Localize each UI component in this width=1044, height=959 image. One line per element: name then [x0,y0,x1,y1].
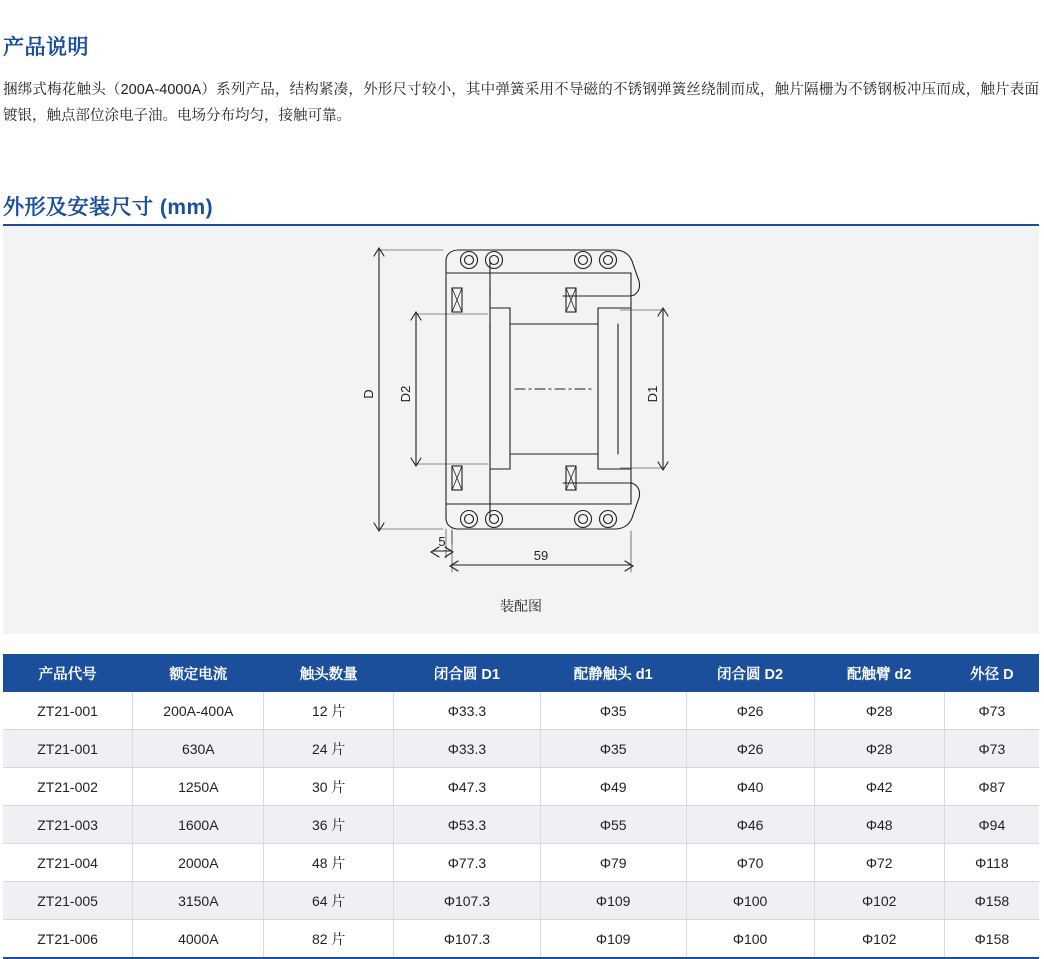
dimension-label-D: D [361,389,376,399]
table-cell: Φ53.3 [393,806,540,844]
product-description-body: 捆绑式梅花触头（200A-4000A）系列产品，结构紧凑，外形尺寸较小，其中弹簧采用不导磁的不锈钢弹簧丝绕制而成，触片隔栅为不锈钢板冲压而成，触片表面镀银，触点部位涂电子油。电场分布均匀，接触可靠。 [3,81,1039,124]
table-cell: Φ118 [975,854,1009,871]
table-header-cell: 额定电流 [133,654,264,692]
table-cell: 48 片 [264,844,394,882]
table-cell: Φ35 [540,730,686,768]
table-cell: Φ55 [540,806,686,844]
table-cell: Φ48 [814,806,944,844]
table-cell: ZT21-001 [3,692,133,730]
table-cell: Φ87 [978,778,1006,795]
table-row [3,730,1039,768]
assembly-drawing-panel [3,224,1039,634]
table-cell: Φ158 [974,892,1010,909]
table-row [3,920,1039,959]
table-cell: Φ26 [686,730,814,768]
table-cell: Φ102 [814,882,944,920]
table-cell: Φ107.3 [393,920,540,959]
table-cell: ZT21-005 [3,882,133,920]
table-cell: Φ109 [540,882,686,920]
dimension-label-D2: D2 [398,385,413,403]
table-cell: 64 片 [264,882,394,920]
table-cell: Φ33.3 [393,730,540,768]
table-header-cell: 产品代号 [3,654,133,692]
table-cell: Φ26 [686,692,814,730]
table-cell: Φ28 [814,692,944,730]
table-cell: Φ73 [978,740,1006,757]
table-header-cell: 配静触头 d1 [540,654,686,692]
table-row [3,692,1039,730]
table-cell: 12 片 [264,692,394,730]
table-cell: Φ94 [978,816,1006,833]
table-header-row [3,654,1039,692]
product-description-title: 产品说明 [3,36,89,60]
table-cell: Φ100 [686,882,814,920]
table-row [3,844,1039,882]
table-cell: 200A-400A [133,692,264,730]
table-cell: Φ109 [540,920,686,959]
table-cell: Φ79 [540,844,686,882]
table-cell: 30 片 [264,768,394,806]
table-cell: Φ100 [686,920,814,959]
table-cell: Φ42 [814,768,944,806]
table-header-cell: 闭合圆 D1 [393,654,540,692]
table-cell: 82 片 [264,920,394,959]
table-cell: Φ47.3 [393,768,540,806]
table-cell: Φ46 [686,806,814,844]
table-row [3,806,1039,844]
table-cell: Φ72 [814,844,944,882]
table-cell: ZT21-002 [3,768,133,806]
table-cell: Φ40 [686,768,814,806]
table-cell: 630A [133,730,264,768]
table-cell: ZT21-004 [3,844,133,882]
table-cell: 4000A [133,920,264,959]
dimension-label-59: 59 [533,548,549,563]
table-cell: ZT21-001 [3,730,133,768]
table-cell: Φ73 [978,702,1006,719]
table-cell: Φ102 [814,920,944,959]
dimension-label-D1: D1 [645,385,660,403]
table-header-cell: 触头数量 [264,654,394,692]
table-header-cell: 闭合圆 D2 [686,654,814,692]
table-cell: Φ35 [540,692,686,730]
table-cell: 2000A [133,844,264,882]
table-cell: Φ28 [814,730,944,768]
table-cell: 3150A [133,882,264,920]
table-header-cell: 配触臂 d2 [814,654,944,692]
table-cell: Φ158 [974,930,1010,947]
drawing-caption: 装配图 [500,598,542,614]
dimensions-title: 外形及安装尺寸 (mm) [3,196,214,220]
table-header-cell: 外径 D [944,654,1039,692]
specification-table [3,654,1039,959]
dimension-label-5: 5 [438,534,446,549]
assembly-drawing-svg [3,226,1039,636]
table-cell: Φ70 [686,844,814,882]
table-cell: 1250A [133,768,264,806]
table-row [3,768,1039,806]
table-cell: Φ33.3 [393,692,540,730]
table-cell: ZT21-003 [3,806,133,844]
table-cell: 1600A [133,806,264,844]
table-cell: 36 片 [264,806,394,844]
table-cell: 24 片 [264,730,394,768]
table-cell: Φ107.3 [393,882,540,920]
table-row [3,882,1039,920]
table-cell: Φ77.3 [393,844,540,882]
table-cell: Φ49 [540,768,686,806]
table-cell: ZT21-006 [3,920,133,959]
